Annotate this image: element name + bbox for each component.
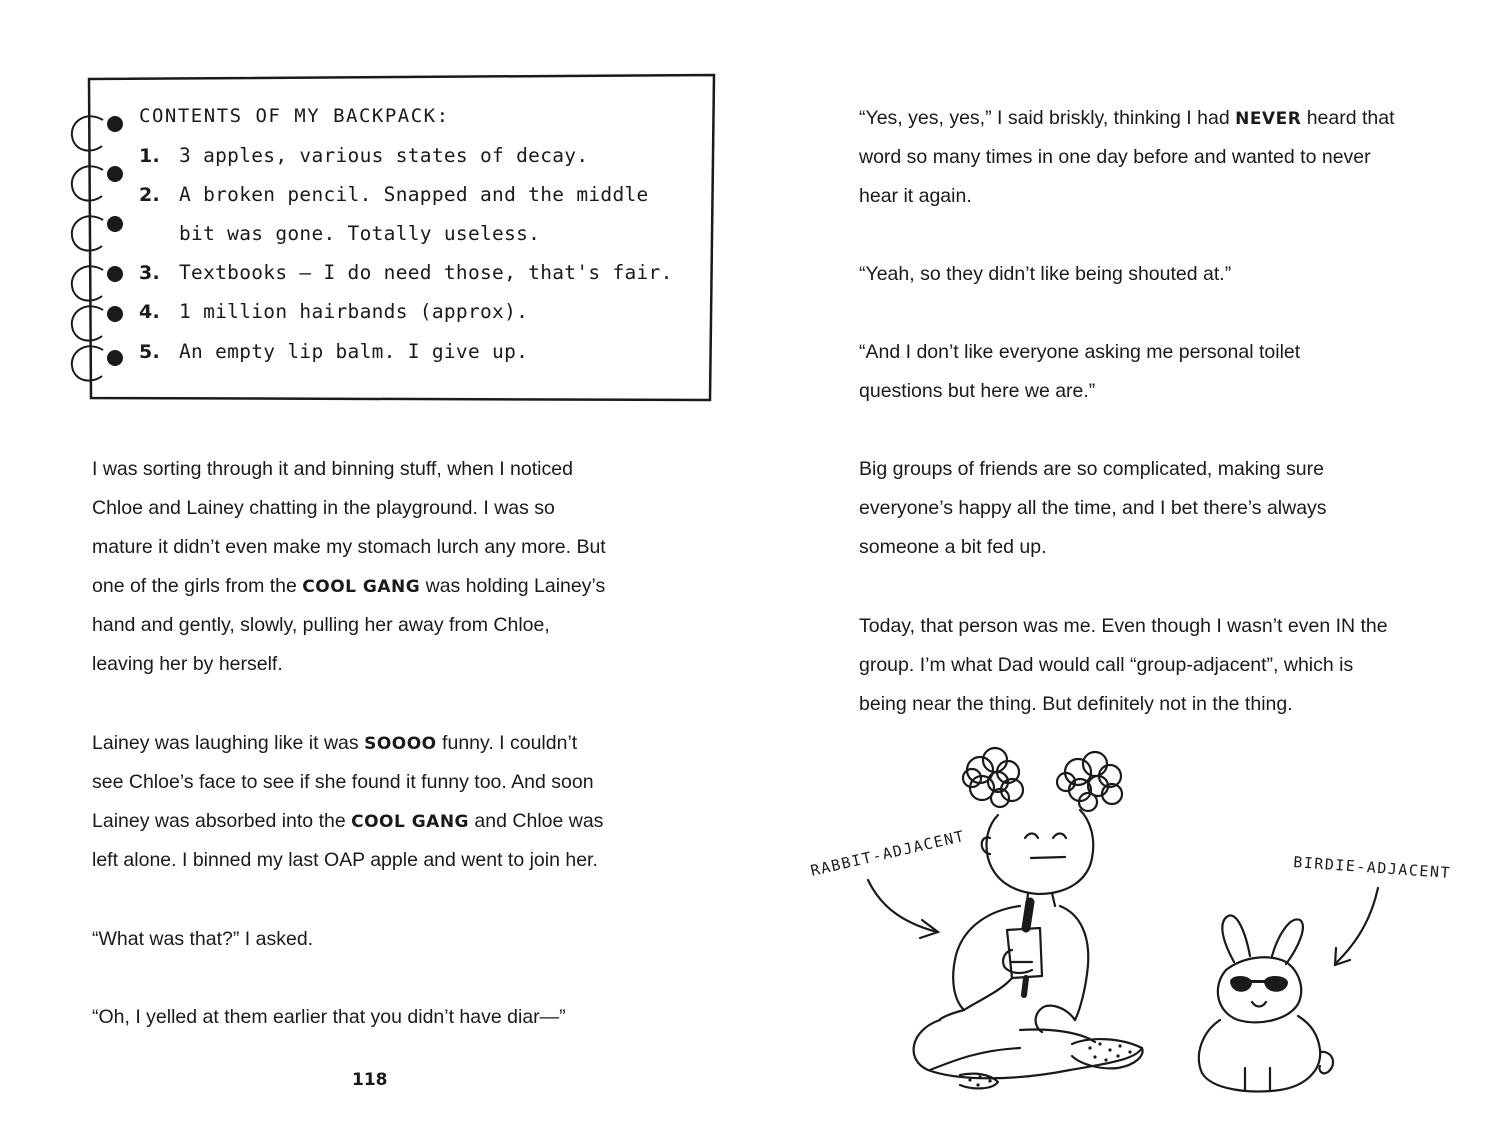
list-item: 2. A broken pencil. Snapped and the middle	[139, 183, 649, 206]
right-page	[750, 0, 1500, 1143]
paragraph-toilet: “And I don’t like everyone asking me personal toilet questions but here we are.”	[859, 341, 1301, 403]
cool-gang-emphasis: COOL GANG	[302, 577, 421, 598]
page-number: 118	[352, 1070, 388, 1090]
never-emphasis: NEVER	[1235, 109, 1302, 129]
paragraph-what-was-that: “What was that?” I asked.	[92, 928, 314, 950]
list-item: 5. An empty lip balm. I give up.	[139, 340, 529, 363]
list-item: 1. 3 apples, various states of decay.	[139, 144, 589, 167]
hair-buns	[963, 748, 1122, 811]
paragraph-big-groups: Big groups of friends are so complicated, making sure everyone’s happy all the time, and I bet there’s always someone a bit fed up.	[859, 458, 1327, 559]
sunglasses-icon	[1230, 976, 1288, 992]
cool-gang-emphasis: COOL GANG	[351, 812, 470, 833]
paragraph-shouted: “Yeah, so they didn’t like being shouted at.”	[859, 263, 1232, 285]
paragraph-lainey: Lainey was laughing like it was SOOOO funny. I couldn’t see Chloe’s face to see if she found it funny too. And soon Lainey was absorbed into the COOL GANG and Chloe was left alone. I binned my last OAP apple and went to join her.	[92, 732, 604, 872]
paragraph-yelled: “Oh, I yelled at them earlier that you didn’t have diar—”	[92, 1006, 566, 1028]
paragraph-yes-yes: “Yes, yes, yes,” I said briskly, thinking I had NEVER heard that word so many times in one day before and wanted to never hear it again.	[859, 107, 1395, 208]
sock-dots	[968, 1042, 1131, 1086]
list-item-continuation: bit was gone. Totally useless.	[179, 222, 541, 245]
notebook-title: CONTENTS OF MY BACKPACK:	[139, 105, 450, 127]
rabbit-adjacent-label: RABBIT-ADJACENT	[808, 826, 967, 880]
paragraph-sorting: I was sorting through it and binning stuff, when I noticed Chloe and Lainey chatting in the playground. I was so mature it didn’t even make my stomach lurch any more. But one of the girls from the COOL GANG was holding Lainey’s hand and gently, slowly, pulling her away from Chloe, leaving her by herself.	[92, 458, 606, 676]
rabbit-drawing	[1199, 916, 1333, 1092]
list-item: 3. Textbooks – I do need those, that's fair.	[139, 261, 673, 284]
girl-and-rabbit-illustration	[750, 730, 1500, 1143]
birdie-adjacent-label: BIRDIE-ADJACENT	[1292, 853, 1452, 883]
soooo-emphasis: SOOOO	[364, 734, 437, 754]
paragraph-today: Today, that person was me. Even though I wasn’t even IN the group. I’m what Dad would call “group-adjacent”, which is being near the thing. But definitely not in the thing.	[859, 615, 1388, 716]
backpack-notebook	[88, 78, 714, 400]
girl-drawing	[914, 748, 1143, 1088]
list-item: 4. 1 million hairbands (approx).	[139, 300, 529, 323]
